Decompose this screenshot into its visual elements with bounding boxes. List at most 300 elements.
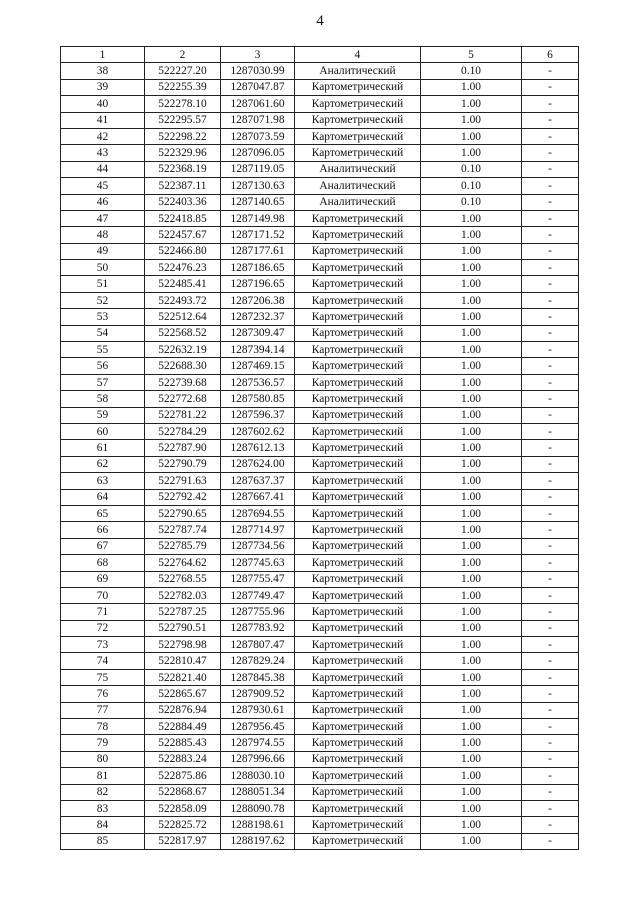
y-coordinate-cell: 1287232.37 [221, 309, 295, 325]
table-row [61, 63, 579, 79]
table-row [61, 571, 579, 587]
note-cell: - [522, 686, 579, 702]
table-row [61, 391, 579, 407]
table-row [61, 505, 579, 521]
point-number-cell: 81 [61, 768, 145, 784]
y-coordinate-cell: 1287536.57 [221, 374, 295, 390]
note-cell: - [522, 505, 579, 521]
y-coordinate-cell: 1287596.37 [221, 407, 295, 423]
table-row [61, 702, 579, 718]
method-cell: Картометрический [295, 735, 421, 751]
table-row [61, 522, 579, 538]
accuracy-cell: 1.00 [421, 391, 522, 407]
x-coordinate-cell: 522295.57 [145, 112, 221, 128]
y-coordinate-cell: 1287974.55 [221, 735, 295, 751]
y-coordinate-cell: 1287783.92 [221, 620, 295, 636]
column-header: 2 [145, 47, 221, 63]
method-cell: Картометрический [295, 243, 421, 259]
accuracy-cell: 0.10 [421, 178, 522, 194]
table-row [61, 735, 579, 751]
x-coordinate-cell: 522798.98 [145, 637, 221, 653]
method-cell: Картометрический [295, 571, 421, 587]
x-coordinate-cell: 522858.09 [145, 800, 221, 816]
accuracy-cell: 1.00 [421, 800, 522, 816]
method-cell: Картометрический [295, 604, 421, 620]
accuracy-cell: 1.00 [421, 489, 522, 505]
point-number-cell: 66 [61, 522, 145, 538]
table-body [61, 63, 579, 850]
table-row [61, 440, 579, 456]
point-number-cell: 43 [61, 145, 145, 161]
x-coordinate-cell: 522418.85 [145, 210, 221, 226]
note-cell: - [522, 358, 579, 374]
accuracy-cell: 1.00 [421, 735, 522, 751]
method-cell: Картометрический [295, 276, 421, 292]
accuracy-cell: 1.00 [421, 292, 522, 308]
method-cell: Картометрический [295, 145, 421, 161]
point-number-cell: 52 [61, 292, 145, 308]
note-cell: - [522, 833, 579, 849]
table-row [61, 456, 579, 472]
accuracy-cell: 1.00 [421, 522, 522, 538]
accuracy-cell: 1.00 [421, 817, 522, 833]
method-cell: Картометрический [295, 768, 421, 784]
note-cell: - [522, 309, 579, 325]
accuracy-cell: 1.00 [421, 440, 522, 456]
point-number-cell: 47 [61, 210, 145, 226]
note-cell: - [522, 702, 579, 718]
y-coordinate-cell: 1288051.34 [221, 784, 295, 800]
note-cell: - [522, 423, 579, 439]
note-cell: - [522, 407, 579, 423]
column-header: 3 [221, 47, 295, 63]
method-cell: Картометрический [295, 342, 421, 358]
note-cell: - [522, 440, 579, 456]
table-row [61, 751, 579, 767]
method-cell: Картометрический [295, 440, 421, 456]
method-cell: Картометрический [295, 227, 421, 243]
point-number-cell: 78 [61, 719, 145, 735]
y-coordinate-cell: 1287171.52 [221, 227, 295, 243]
x-coordinate-cell: 522568.52 [145, 325, 221, 341]
y-coordinate-cell: 1287694.55 [221, 505, 295, 521]
accuracy-cell: 1.00 [421, 833, 522, 849]
point-number-cell: 56 [61, 358, 145, 374]
note-cell: - [522, 391, 579, 407]
point-number-cell: 45 [61, 178, 145, 194]
accuracy-cell: 1.00 [421, 145, 522, 161]
y-coordinate-cell: 1287177.61 [221, 243, 295, 259]
x-coordinate-cell: 522791.63 [145, 473, 221, 489]
accuracy-cell: 1.00 [421, 604, 522, 620]
note-cell: - [522, 456, 579, 472]
note-cell: - [522, 145, 579, 161]
accuracy-cell: 1.00 [421, 768, 522, 784]
point-number-cell: 77 [61, 702, 145, 718]
note-cell: - [522, 669, 579, 685]
accuracy-cell: 1.00 [421, 358, 522, 374]
table-row [61, 112, 579, 128]
y-coordinate-cell: 1287956.45 [221, 719, 295, 735]
table-row [61, 407, 579, 423]
point-number-cell: 72 [61, 620, 145, 636]
note-cell: - [522, 538, 579, 554]
x-coordinate-cell: 522739.68 [145, 374, 221, 390]
method-cell: Картометрический [295, 358, 421, 374]
accuracy-cell: 1.00 [421, 260, 522, 276]
note-cell: - [522, 210, 579, 226]
point-number-cell: 59 [61, 407, 145, 423]
x-coordinate-cell: 522772.68 [145, 391, 221, 407]
table-row [61, 784, 579, 800]
table-row [61, 587, 579, 603]
x-coordinate-cell: 522485.41 [145, 276, 221, 292]
table-row [61, 161, 579, 177]
accuracy-cell: 0.10 [421, 63, 522, 79]
point-number-cell: 38 [61, 63, 145, 79]
method-cell: Картометрический [295, 79, 421, 95]
point-number-cell: 53 [61, 309, 145, 325]
method-cell: Картометрический [295, 456, 421, 472]
point-number-cell: 80 [61, 751, 145, 767]
note-cell: - [522, 489, 579, 505]
note-cell: - [522, 112, 579, 128]
x-coordinate-cell: 522790.65 [145, 505, 221, 521]
table-row [61, 768, 579, 784]
note-cell: - [522, 194, 579, 210]
method-cell: Картометрический [295, 800, 421, 816]
accuracy-cell: 1.00 [421, 702, 522, 718]
method-cell: Картометрический [295, 653, 421, 669]
note-cell: - [522, 227, 579, 243]
accuracy-cell: 1.00 [421, 374, 522, 390]
x-coordinate-cell: 522868.67 [145, 784, 221, 800]
table-header-row [61, 47, 579, 63]
table-row [61, 817, 579, 833]
method-cell: Аналитический [295, 178, 421, 194]
point-number-cell: 57 [61, 374, 145, 390]
accuracy-cell: 1.00 [421, 79, 522, 95]
x-coordinate-cell: 522403.36 [145, 194, 221, 210]
x-coordinate-cell: 522329.96 [145, 145, 221, 161]
x-coordinate-cell: 522885.43 [145, 735, 221, 751]
accuracy-cell: 1.00 [421, 276, 522, 292]
y-coordinate-cell: 1287755.47 [221, 571, 295, 587]
y-coordinate-cell: 1287667.41 [221, 489, 295, 505]
accuracy-cell: 1.00 [421, 128, 522, 144]
accuracy-cell: 1.00 [421, 669, 522, 685]
y-coordinate-cell: 1287612.13 [221, 440, 295, 456]
y-coordinate-cell: 1287469.15 [221, 358, 295, 374]
method-cell: Картометрический [295, 817, 421, 833]
x-coordinate-cell: 522810.47 [145, 653, 221, 669]
x-coordinate-cell: 522764.62 [145, 555, 221, 571]
x-coordinate-cell: 522884.49 [145, 719, 221, 735]
table-row [61, 309, 579, 325]
note-cell: - [522, 473, 579, 489]
point-number-cell: 44 [61, 161, 145, 177]
point-number-cell: 74 [61, 653, 145, 669]
table-row [61, 423, 579, 439]
accuracy-cell: 1.00 [421, 227, 522, 243]
table-row [61, 145, 579, 161]
accuracy-cell: 1.00 [421, 571, 522, 587]
table-row [61, 96, 579, 112]
x-coordinate-cell: 522883.24 [145, 751, 221, 767]
x-coordinate-cell: 522476.23 [145, 260, 221, 276]
y-coordinate-cell: 1287196.65 [221, 276, 295, 292]
x-coordinate-cell: 522817.97 [145, 833, 221, 849]
table-row [61, 620, 579, 636]
accuracy-cell: 1.00 [421, 784, 522, 800]
point-number-cell: 71 [61, 604, 145, 620]
table-row [61, 194, 579, 210]
x-coordinate-cell: 522785.79 [145, 538, 221, 554]
accuracy-cell: 1.00 [421, 637, 522, 653]
y-coordinate-cell: 1287749.47 [221, 587, 295, 603]
x-coordinate-cell: 522784.29 [145, 423, 221, 439]
accuracy-cell: 1.00 [421, 473, 522, 489]
note-cell: - [522, 63, 579, 79]
accuracy-cell: 1.00 [421, 342, 522, 358]
accuracy-cell: 1.00 [421, 587, 522, 603]
accuracy-cell: 1.00 [421, 325, 522, 341]
method-cell: Аналитический [295, 63, 421, 79]
method-cell: Картометрический [295, 423, 421, 439]
table-row [61, 555, 579, 571]
accuracy-cell: 1.00 [421, 555, 522, 571]
table-row [61, 79, 579, 95]
point-number-cell: 41 [61, 112, 145, 128]
method-cell: Картометрический [295, 112, 421, 128]
y-coordinate-cell: 1288198.61 [221, 817, 295, 833]
point-number-cell: 58 [61, 391, 145, 407]
y-coordinate-cell: 1287637.37 [221, 473, 295, 489]
table-row [61, 227, 579, 243]
y-coordinate-cell: 1287096.05 [221, 145, 295, 161]
y-coordinate-cell: 1287130.63 [221, 178, 295, 194]
method-cell: Картометрический [295, 538, 421, 554]
table-row [61, 342, 579, 358]
table-row [61, 719, 579, 735]
method-cell: Картометрический [295, 489, 421, 505]
accuracy-cell: 1.00 [421, 653, 522, 669]
accuracy-cell: 1.00 [421, 751, 522, 767]
point-number-cell: 85 [61, 833, 145, 849]
x-coordinate-cell: 522790.51 [145, 620, 221, 636]
point-number-cell: 82 [61, 784, 145, 800]
table-row [61, 243, 579, 259]
note-cell: - [522, 653, 579, 669]
x-coordinate-cell: 522457.67 [145, 227, 221, 243]
table-row [61, 653, 579, 669]
x-coordinate-cell: 522781.22 [145, 407, 221, 423]
note-cell: - [522, 276, 579, 292]
table-row [61, 604, 579, 620]
x-coordinate-cell: 522255.39 [145, 79, 221, 95]
method-cell: Картометрический [295, 702, 421, 718]
y-coordinate-cell: 1287309.47 [221, 325, 295, 341]
accuracy-cell: 1.00 [421, 686, 522, 702]
accuracy-cell: 0.10 [421, 161, 522, 177]
y-coordinate-cell: 1287624.00 [221, 456, 295, 472]
note-cell: - [522, 555, 579, 571]
table-row [61, 325, 579, 341]
table-row [61, 800, 579, 816]
point-number-cell: 70 [61, 587, 145, 603]
y-coordinate-cell: 1287807.47 [221, 637, 295, 653]
note-cell: - [522, 587, 579, 603]
method-cell: Картометрический [295, 555, 421, 571]
point-number-cell: 73 [61, 637, 145, 653]
y-coordinate-cell: 1287930.61 [221, 702, 295, 718]
method-cell: Картометрический [295, 374, 421, 390]
y-coordinate-cell: 1287119.05 [221, 161, 295, 177]
method-cell: Картометрический [295, 391, 421, 407]
x-coordinate-cell: 522821.40 [145, 669, 221, 685]
point-number-cell: 42 [61, 128, 145, 144]
table-row [61, 374, 579, 390]
point-number-cell: 79 [61, 735, 145, 751]
note-cell: - [522, 243, 579, 259]
note-cell: - [522, 604, 579, 620]
note-cell: - [522, 719, 579, 735]
x-coordinate-cell: 522875.86 [145, 768, 221, 784]
accuracy-cell: 1.00 [421, 719, 522, 735]
accuracy-cell: 1.00 [421, 112, 522, 128]
column-header: 5 [421, 47, 522, 63]
x-coordinate-cell: 522227.20 [145, 63, 221, 79]
table-row [61, 260, 579, 276]
y-coordinate-cell: 1287206.38 [221, 292, 295, 308]
accuracy-cell: 1.00 [421, 309, 522, 325]
method-cell: Картометрический [295, 128, 421, 144]
point-number-cell: 65 [61, 505, 145, 521]
point-number-cell: 46 [61, 194, 145, 210]
method-cell: Картометрический [295, 505, 421, 521]
x-coordinate-cell: 522782.03 [145, 587, 221, 603]
x-coordinate-cell: 522825.72 [145, 817, 221, 833]
method-cell: Картометрический [295, 587, 421, 603]
point-number-cell: 84 [61, 817, 145, 833]
note-cell: - [522, 79, 579, 95]
table-row [61, 128, 579, 144]
point-number-cell: 39 [61, 79, 145, 95]
point-number-cell: 62 [61, 456, 145, 472]
note-cell: - [522, 342, 579, 358]
y-coordinate-cell: 1287602.62 [221, 423, 295, 439]
x-coordinate-cell: 522768.55 [145, 571, 221, 587]
column-header: 6 [522, 47, 579, 63]
method-cell: Картометрический [295, 407, 421, 423]
note-cell: - [522, 128, 579, 144]
method-cell: Картометрический [295, 292, 421, 308]
x-coordinate-cell: 522790.79 [145, 456, 221, 472]
note-cell: - [522, 637, 579, 653]
note-cell: - [522, 571, 579, 587]
y-coordinate-cell: 1287845.38 [221, 669, 295, 685]
x-coordinate-cell: 522876.94 [145, 702, 221, 718]
y-coordinate-cell: 1287047.87 [221, 79, 295, 95]
accuracy-cell: 1.00 [421, 620, 522, 636]
y-coordinate-cell: 1287140.65 [221, 194, 295, 210]
method-cell: Картометрический [295, 784, 421, 800]
accuracy-cell: 1.00 [421, 96, 522, 112]
point-number-cell: 69 [61, 571, 145, 587]
point-number-cell: 64 [61, 489, 145, 505]
x-coordinate-cell: 522787.90 [145, 440, 221, 456]
method-cell: Картометрический [295, 96, 421, 112]
method-cell: Картометрический [295, 620, 421, 636]
point-number-cell: 51 [61, 276, 145, 292]
x-coordinate-cell: 522632.19 [145, 342, 221, 358]
method-cell: Картометрический [295, 669, 421, 685]
y-coordinate-cell: 1288030.10 [221, 768, 295, 784]
table-row [61, 178, 579, 194]
accuracy-cell: 1.00 [421, 210, 522, 226]
method-cell: Картометрический [295, 210, 421, 226]
accuracy-cell: 1.00 [421, 243, 522, 259]
y-coordinate-cell: 1288090.78 [221, 800, 295, 816]
table-row [61, 210, 579, 226]
x-coordinate-cell: 522298.22 [145, 128, 221, 144]
method-cell: Картометрический [295, 751, 421, 767]
table-row [61, 669, 579, 685]
accuracy-cell: 1.00 [421, 456, 522, 472]
method-cell: Картометрический [295, 522, 421, 538]
coordinates-table [60, 46, 579, 850]
method-cell: Картометрический [295, 719, 421, 735]
y-coordinate-cell: 1287073.59 [221, 128, 295, 144]
table-row [61, 833, 579, 849]
y-coordinate-cell: 1287714.97 [221, 522, 295, 538]
method-cell: Картометрический [295, 637, 421, 653]
note-cell: - [522, 292, 579, 308]
table-row [61, 489, 579, 505]
y-coordinate-cell: 1287071.98 [221, 112, 295, 128]
note-cell: - [522, 735, 579, 751]
x-coordinate-cell: 522787.74 [145, 522, 221, 538]
method-cell: Картометрический [295, 325, 421, 341]
method-cell: Картометрический [295, 473, 421, 489]
point-number-cell: 63 [61, 473, 145, 489]
point-number-cell: 76 [61, 686, 145, 702]
table-row [61, 637, 579, 653]
note-cell: - [522, 620, 579, 636]
table-row [61, 686, 579, 702]
point-number-cell: 68 [61, 555, 145, 571]
table-row [61, 538, 579, 554]
y-coordinate-cell: 1287580.85 [221, 391, 295, 407]
x-coordinate-cell: 522787.25 [145, 604, 221, 620]
table-row [61, 276, 579, 292]
y-coordinate-cell: 1287030.99 [221, 63, 295, 79]
x-coordinate-cell: 522512.64 [145, 309, 221, 325]
note-cell: - [522, 784, 579, 800]
x-coordinate-cell: 522493.72 [145, 292, 221, 308]
accuracy-cell: 1.00 [421, 505, 522, 521]
accuracy-cell: 1.00 [421, 538, 522, 554]
x-coordinate-cell: 522688.30 [145, 358, 221, 374]
point-number-cell: 83 [61, 800, 145, 816]
y-coordinate-cell: 1287149.98 [221, 210, 295, 226]
y-coordinate-cell: 1287755.96 [221, 604, 295, 620]
y-coordinate-cell: 1287061.60 [221, 96, 295, 112]
note-cell: - [522, 800, 579, 816]
point-number-cell: 67 [61, 538, 145, 554]
note-cell: - [522, 522, 579, 538]
x-coordinate-cell: 522368.19 [145, 161, 221, 177]
